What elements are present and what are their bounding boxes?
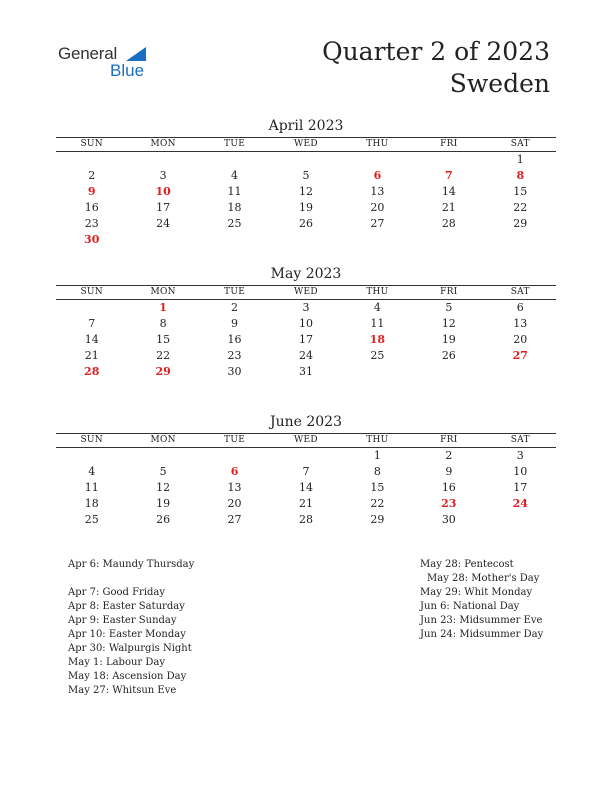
week-row [56, 364, 556, 380]
day-cell: 14 [84, 333, 99, 346]
month-title: May 2023 [270, 266, 342, 282]
day-cell: 25 [227, 217, 242, 230]
week-row [56, 464, 556, 480]
day-cell: 21 [298, 497, 313, 510]
weekday-header: THU [342, 286, 413, 300]
weekday-header: SUN [56, 286, 127, 300]
empty-day-cell [56, 448, 127, 465]
day-cell: 4 [231, 169, 239, 182]
calendar-grid [56, 433, 556, 528]
weekday-header: WED [270, 434, 341, 448]
weekday-header: THU [342, 138, 413, 152]
day-cell: 16 [84, 201, 99, 214]
weekday-header: SAT [485, 286, 556, 300]
week-row [56, 168, 556, 184]
weekday-header: MON [127, 286, 198, 300]
holiday-entry: Apr 6: Maundy Thursday [68, 559, 195, 570]
day-cell: 19 [441, 333, 456, 346]
day-cell: 16 [441, 481, 456, 494]
calendar-grid [56, 137, 556, 248]
day-cell: 27 [227, 513, 242, 526]
week-row [56, 232, 556, 248]
weekday-header: MON [127, 138, 198, 152]
holiday-entry: Apr 30: Walpurgis Night [68, 643, 192, 654]
day-cell: 30 [227, 365, 242, 378]
weekday-header: MON [127, 434, 198, 448]
week-row [56, 152, 556, 169]
week-row [56, 512, 556, 528]
day-cell: 25 [84, 513, 99, 526]
holiday-list-right [420, 558, 543, 642]
day-cell: 23 [227, 349, 242, 362]
day-cell: 22 [513, 201, 528, 214]
weekday-header: TUE [199, 138, 270, 152]
day-cell: 8 [516, 169, 525, 182]
day-cell: 28 [441, 217, 456, 230]
weekday-header: SUN [56, 434, 127, 448]
day-cell: 9 [445, 465, 453, 478]
day-cell: 27 [512, 349, 528, 362]
empty-day-cell [413, 232, 484, 248]
day-cell: 17 [156, 201, 171, 214]
day-cell: 21 [441, 201, 456, 214]
weekday-header: FRI [413, 138, 484, 152]
empty-day-cell [199, 448, 270, 465]
holiday-entry: Apr 8: Easter Saturday [68, 601, 185, 612]
logo-text-general: General [58, 44, 118, 63]
day-cell: 13 [370, 185, 385, 198]
day-cell: 5 [302, 169, 310, 182]
weekday-header: WED [270, 138, 341, 152]
holiday-entry: May 28: Mother's Day [427, 573, 540, 584]
weekday-header: FRI [413, 286, 484, 300]
day-cell: 29 [155, 365, 171, 378]
empty-day-cell [270, 232, 341, 248]
day-cell: 17 [513, 481, 528, 494]
day-cell: 1 [373, 449, 381, 462]
empty-day-cell [270, 152, 341, 169]
day-cell: 26 [156, 513, 171, 526]
calendar-grid [56, 285, 556, 380]
holiday-entry: Apr 7: Good Friday [68, 587, 166, 598]
day-cell: 5 [159, 465, 167, 478]
country-title: Sweden [449, 69, 550, 98]
day-cell: 3 [302, 301, 310, 314]
week-row [56, 316, 556, 332]
week-row [56, 200, 556, 216]
day-cell: 23 [441, 497, 457, 510]
day-cell: 23 [84, 217, 99, 230]
weekday-header: SUN [56, 138, 127, 152]
weekday-header: SAT [485, 434, 556, 448]
day-cell: 6 [373, 169, 382, 182]
day-cell: 16 [227, 333, 242, 346]
empty-day-cell [342, 152, 413, 169]
empty-day-cell [56, 152, 127, 169]
quarter-title: Quarter 2 of 2023 [322, 37, 550, 66]
empty-day-cell [127, 152, 198, 169]
day-cell: 22 [370, 497, 385, 510]
day-cell: 20 [513, 333, 528, 346]
day-cell: 14 [441, 185, 456, 198]
holiday-entry: Jun 24: Midsummer Day [420, 629, 544, 640]
day-cell: 24 [156, 217, 171, 230]
day-cell: 7 [302, 465, 310, 478]
holiday-entry: Jun 6: National Day [420, 601, 520, 612]
day-cell: 7 [88, 317, 96, 330]
day-cell: 4 [88, 465, 96, 478]
day-cell: 11 [227, 185, 242, 198]
week-row [56, 348, 556, 364]
month-calendar [56, 116, 556, 248]
day-cell: 6 [516, 301, 524, 314]
week-row [56, 216, 556, 232]
day-cell: 15 [513, 185, 528, 198]
day-cell: 10 [513, 465, 528, 478]
day-cell: 19 [156, 497, 171, 510]
weekday-header: THU [342, 434, 413, 448]
day-cell: 30 [441, 513, 456, 526]
empty-day-cell [342, 364, 413, 380]
day-cell: 6 [230, 465, 239, 478]
day-cell: 2 [231, 301, 239, 314]
empty-day-cell [199, 152, 270, 169]
week-row [56, 184, 556, 200]
month-calendar [56, 264, 556, 380]
empty-day-cell [485, 232, 556, 248]
day-cell: 12 [441, 317, 456, 330]
day-cell: 4 [373, 301, 381, 314]
holiday-entry [68, 572, 194, 586]
day-cell: 30 [84, 233, 100, 246]
day-cell: 11 [84, 481, 99, 494]
week-row [56, 496, 556, 512]
week-row [56, 480, 556, 496]
holiday-entry: May 1: Labour Day [68, 657, 165, 668]
day-cell: 24 [512, 497, 528, 510]
day-cell: 11 [370, 317, 385, 330]
day-cell: 22 [156, 349, 171, 362]
day-cell: 12 [298, 185, 313, 198]
holiday-entry: May 27: Whitsun Eve [68, 685, 177, 696]
holiday-entry: May 18: Ascension Day [68, 671, 187, 682]
day-cell: 21 [84, 349, 99, 362]
empty-day-cell [485, 512, 556, 528]
day-cell: 7 [444, 169, 453, 182]
day-cell: 13 [513, 317, 528, 330]
day-cell: 18 [84, 497, 99, 510]
holiday-entry: Jun 23: Midsummer Eve [420, 615, 543, 626]
day-cell: 10 [298, 317, 313, 330]
day-cell: 15 [156, 333, 171, 346]
month-calendar [56, 412, 556, 528]
logo [58, 44, 158, 84]
empty-day-cell [270, 448, 341, 465]
holiday-entry: May 28: Pentecost [420, 559, 514, 570]
day-cell: 20 [370, 201, 385, 214]
month-title: June 2023 [269, 414, 342, 430]
empty-day-cell [413, 152, 484, 169]
day-cell: 9 [87, 185, 96, 198]
empty-day-cell [342, 232, 413, 248]
empty-day-cell [485, 364, 556, 380]
empty-day-cell [413, 364, 484, 380]
day-cell: 5 [445, 301, 453, 314]
day-cell: 10 [155, 185, 171, 198]
day-cell: 3 [516, 449, 524, 462]
empty-day-cell [127, 448, 198, 465]
day-cell: 29 [513, 217, 528, 230]
logo-text-blue: Blue [110, 61, 145, 80]
weekday-header: WED [270, 286, 341, 300]
day-cell: 2 [445, 449, 453, 462]
day-cell: 26 [298, 217, 313, 230]
weekday-header: FRI [413, 434, 484, 448]
day-cell: 29 [370, 513, 385, 526]
logo-triangle-icon [126, 47, 146, 61]
day-cell: 1 [159, 301, 167, 314]
day-cell: 2 [88, 169, 96, 182]
day-cell: 13 [227, 481, 242, 494]
week-row [56, 332, 556, 348]
month-title: April 2023 [268, 118, 344, 134]
holiday-list-left [68, 558, 194, 698]
week-row [56, 448, 556, 465]
holiday-entry: Apr 10: Easter Monday [68, 629, 186, 640]
week-row [56, 300, 556, 317]
day-cell: 27 [370, 217, 385, 230]
weekday-header: TUE [199, 434, 270, 448]
day-cell: 19 [298, 201, 313, 214]
day-cell: 26 [441, 349, 456, 362]
day-cell: 31 [298, 365, 313, 378]
empty-day-cell [56, 300, 127, 317]
weekday-header: TUE [199, 286, 270, 300]
day-cell: 18 [369, 333, 386, 346]
day-cell: 3 [159, 169, 167, 182]
day-cell: 15 [370, 481, 385, 494]
holiday-entry: May 29: Whit Monday [420, 587, 533, 598]
day-cell: 28 [298, 513, 313, 526]
day-cell: 8 [159, 317, 167, 330]
day-cell: 12 [156, 481, 171, 494]
day-cell: 28 [84, 365, 100, 378]
empty-day-cell [199, 232, 270, 248]
day-cell: 14 [298, 481, 313, 494]
day-cell: 20 [227, 497, 242, 510]
day-cell: 25 [370, 349, 385, 362]
weekday-header: SAT [485, 138, 556, 152]
empty-day-cell [127, 232, 198, 248]
day-cell: 17 [298, 333, 313, 346]
day-cell: 8 [373, 465, 381, 478]
day-cell: 24 [298, 349, 313, 362]
holiday-entry: Apr 9: Easter Sunday [68, 615, 177, 626]
page-title [322, 36, 550, 100]
day-cell: 18 [227, 201, 242, 214]
day-cell: 9 [231, 317, 239, 330]
day-cell: 1 [516, 153, 524, 166]
